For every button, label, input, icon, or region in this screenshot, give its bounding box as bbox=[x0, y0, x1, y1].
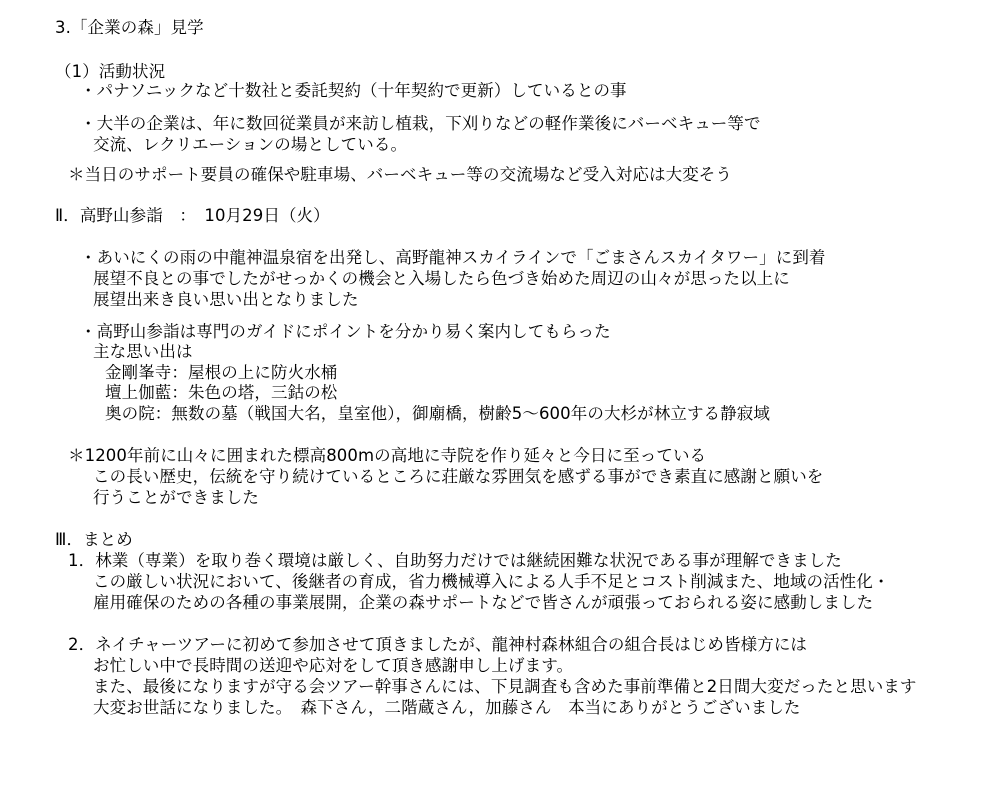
bullet-skytower-line3: 展望出来き良い思い出となりました bbox=[93, 290, 359, 309]
bullet-guide-line1: ・高野山参詣は専門のガイドにポイントを分かり易く案内してもらった bbox=[80, 322, 611, 341]
section-summary-heading: Ⅲ．まとめ bbox=[55, 530, 133, 549]
memory-danjo-garan: 壇上伽藍：朱色の塔，三鈷の松 bbox=[105, 383, 338, 402]
summary-item2-line1: 2．ネイチャーツアーに初めて参加させて頂きましたが、龍神村森林組合の組合長はじめ皆様方には bbox=[68, 635, 808, 654]
bullet-skytower-line1: ・あいにくの雨の中龍神温泉宿を出発し、高野龍神スカイラインで「ごまさんスカイタワー」に到着 bbox=[80, 248, 826, 267]
bullet-companies-line2: 交流、レクリエーションの場としている。 bbox=[93, 135, 408, 154]
summary-item2-line2: お忙しい中で長時間の送迎や応対をして頂き感謝申し上げます。 bbox=[93, 656, 574, 675]
summary-item1-line3: 雇用確保のための各種の事業展開，企業の森サポートなどで皆さんが頑張っておられる姿に感動しました bbox=[93, 593, 874, 612]
note-history-line3: 行うことができました bbox=[93, 488, 259, 507]
activity-subheading: （1）活動状況 bbox=[55, 62, 166, 81]
memory-okunoin: 奥の院：無数の墓（戦国大名，皇室他），御廟橋，樹齢5～600年の大杉が林立する静寂域 bbox=[105, 404, 770, 423]
summary-item1-line1: 1．林業（専業）を取り巻く環境は厳しく、自助努力だけでは継続困難な状況である事が理解できました bbox=[68, 551, 842, 570]
summary-item2-line4: 大変お世話になりました。 森下さん，二階蔵さん，加藤さん 本当にありがとうございました bbox=[93, 698, 801, 717]
summary-item2-line3: また、最後になりますが守る会ツアー幹事さんには、下見調査も含めた事前準備と2日間大変だったと思います bbox=[93, 677, 917, 696]
summary-item1-line2: この厳しい状況において、後継者の育成，省力機械導入による人手不足とコスト削減また、地域の活性化・ bbox=[93, 572, 890, 591]
note-history-line1: ＊1200年前に山々に囲まれた標高800mの高地に寺院を作り延々と今日に至っている bbox=[68, 446, 707, 465]
bullet-companies-line1: ・大半の企業は、年に数回従業員が来訪し植栽，下刈りなどの軽作業後にバーベキュー等で bbox=[80, 114, 761, 133]
section-2-heading: Ⅱ．高野山参詣 ： 10月29日（火） bbox=[55, 206, 330, 225]
bullet-skytower-line2: 展望不良との事でしたがせっかくの機会と入場したら色づき始めた周辺の山々が思った以上に bbox=[93, 269, 790, 288]
note-history-line2: この長い歴史，伝統を守り続けているところに荘厳な雰囲気を感ずる事ができ素直に感謝と願いを bbox=[93, 467, 824, 486]
bullet-guide-line2: 主な思い出は bbox=[93, 342, 193, 361]
note-support: ＊当日のサポート要員の確保や駐車場、バーベキュー等の交流場など受入対応は大変そう bbox=[68, 165, 732, 184]
bullet-contract: ・パナソニックなど十数社と委託契約（十年契約で更新）しているとの事 bbox=[80, 81, 627, 100]
section-3-heading: 3.「企業の森」見学 bbox=[55, 18, 204, 37]
memory-kongobuji: 金剛峯寺：屋根の上に防火水桶 bbox=[105, 363, 338, 382]
